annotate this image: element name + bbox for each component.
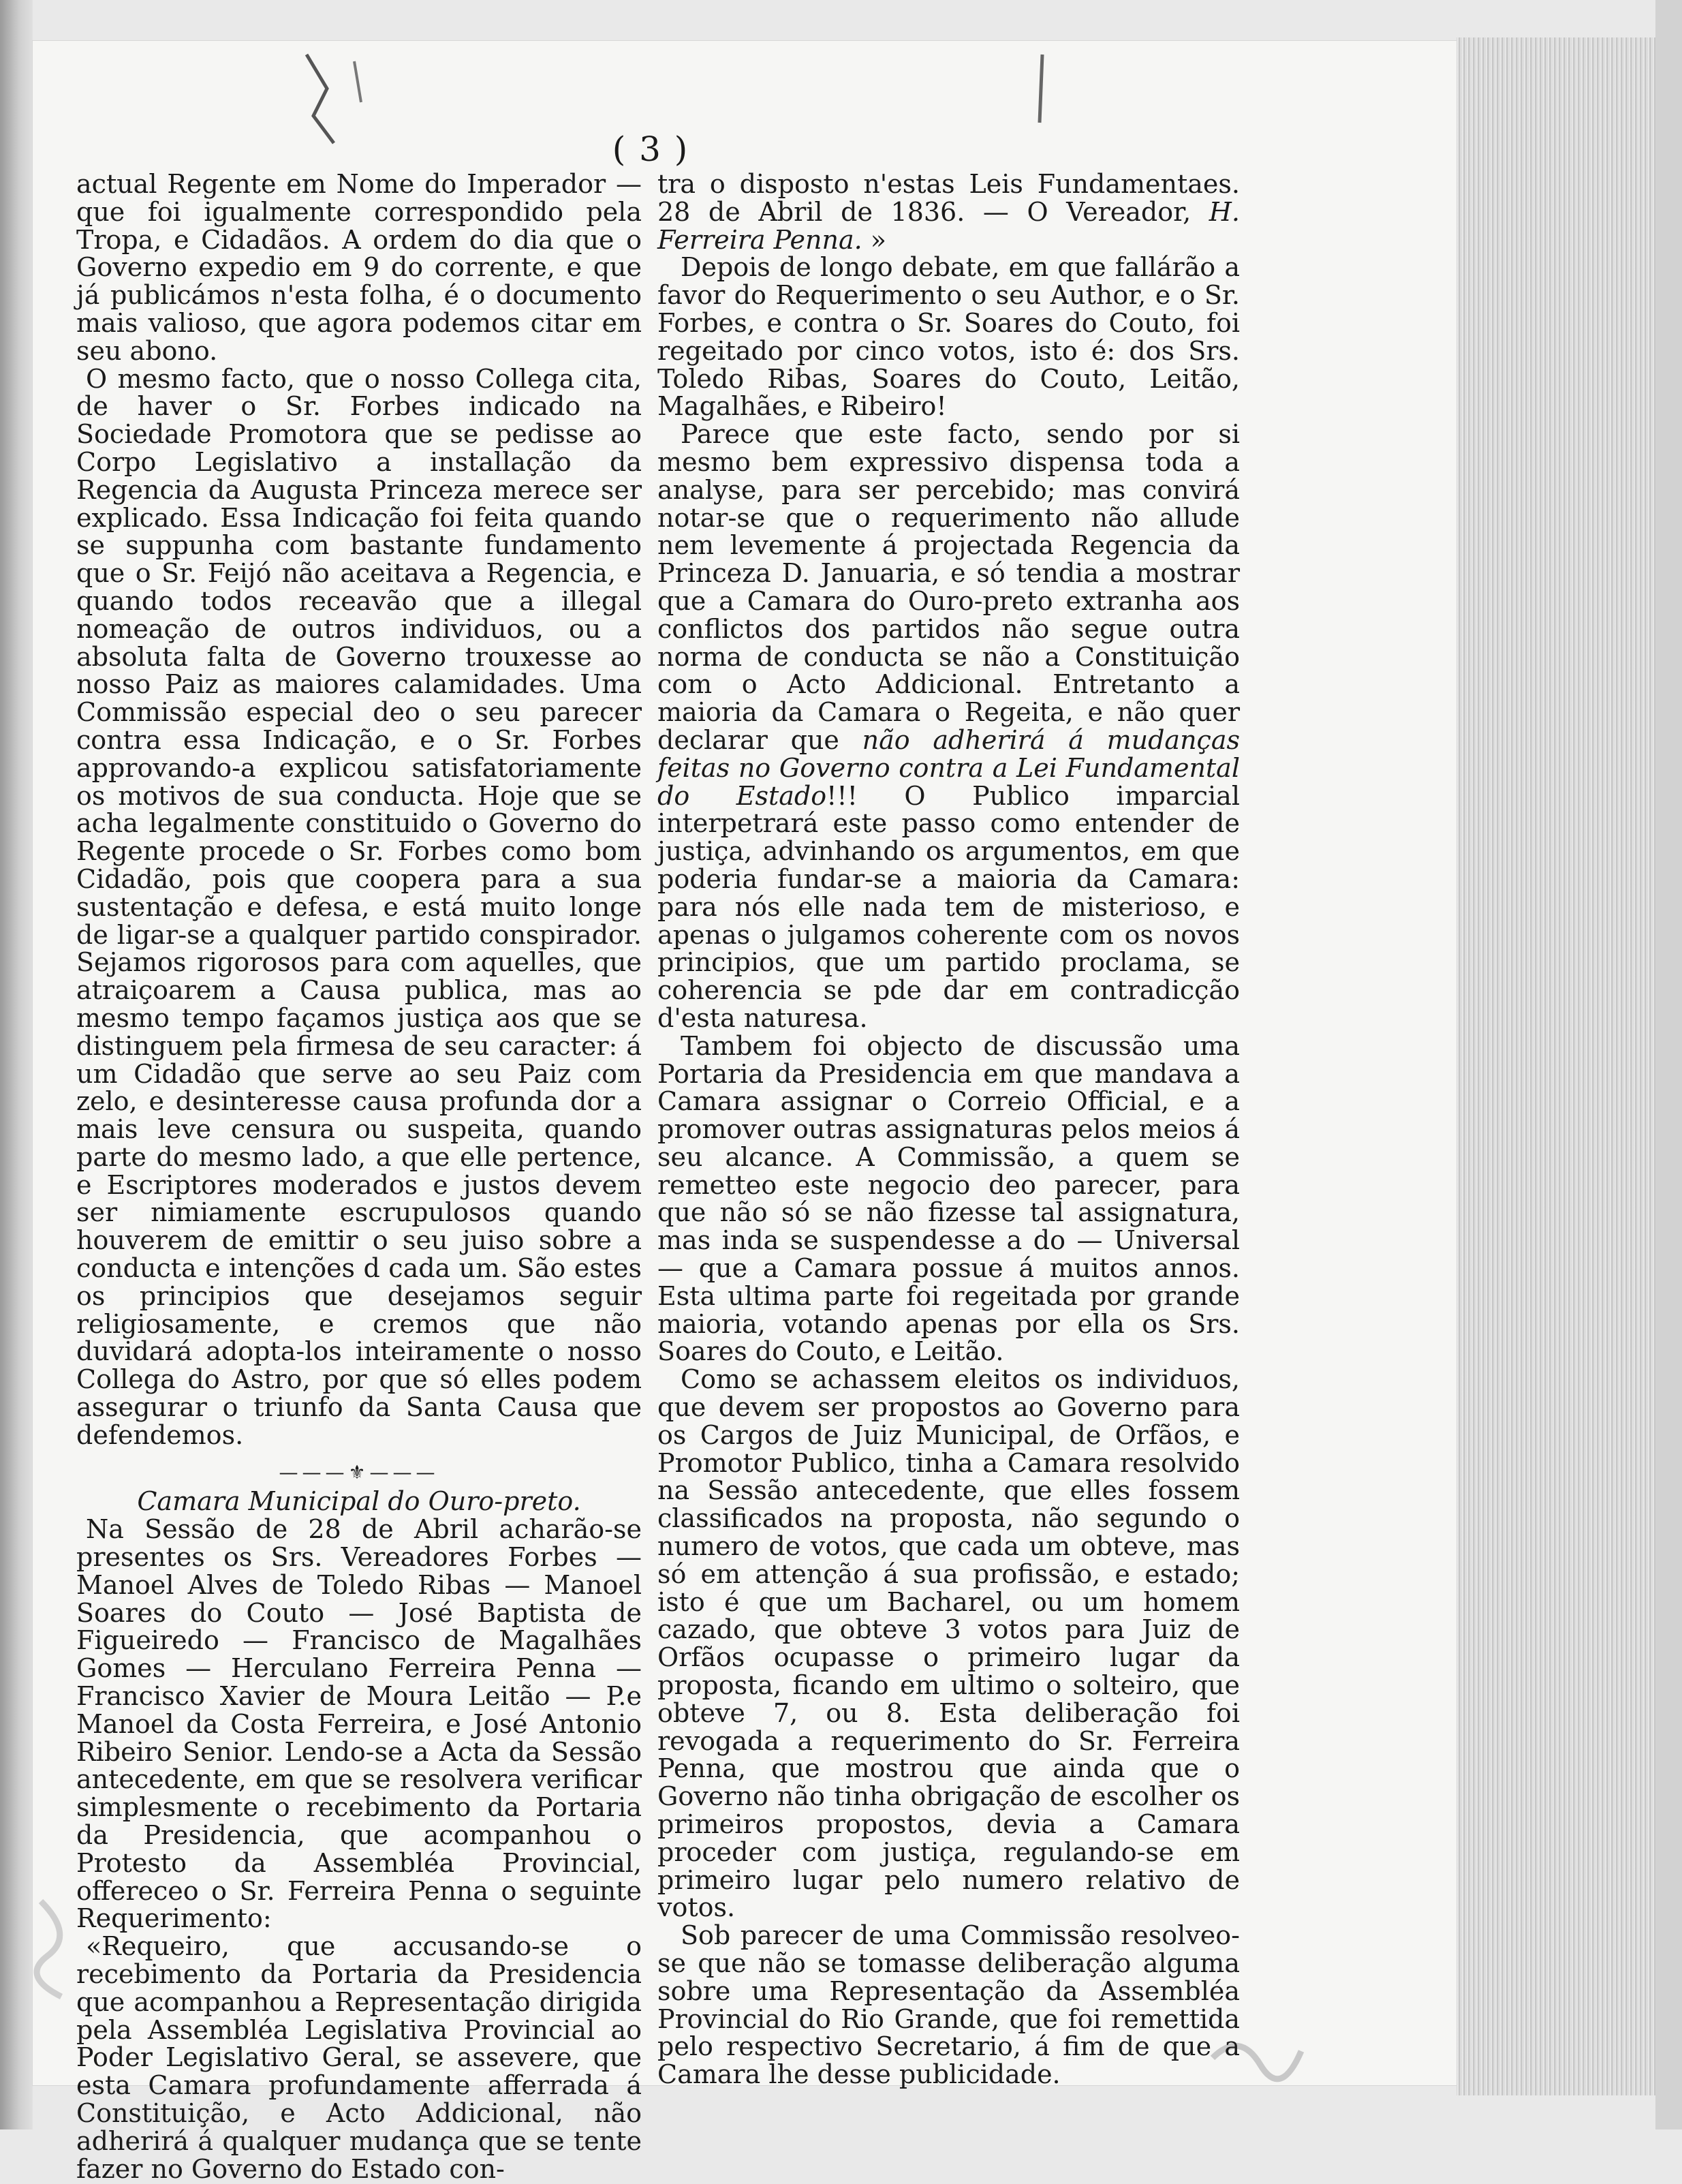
article-paragraph: Tambem foi objecto de discussão uma Portaria da Presidencia em que mandava a Camara assignar o Correio Official, e a promover outras assignaturas pelos meios á seu alcance. A Commissão, a quem se remetteo este negocio deo parecer, para que não só se não fizesse tal assignatura, mas inda se suspendesse a do — Universal — que a Camara possue á muitos annos. Esta ultima parte foi regeitada por grande maioria, votando apenas por ella os Srs. Soares do Couto, e Leitão. (657, 1030, 1240, 1367)
article-paragraph: Sob parecer de uma Commissão resolveo-se que não se tomasse deliberação alguma sobre uma Representação da Assembléa Provincial do Rio Grande, que foi remettida pelo respectivo Secretario, á fim de que a Camara lhe desse publicidade. (657, 1920, 1240, 2090)
requerimento-ending: tra o disposto n'estas Leis Fundamentaes. 28 de Abril de 1836. — O Vereador, (657, 169, 1240, 227)
ink-stain-top-right (1022, 48, 1063, 129)
left-column (76, 169, 642, 2184)
quoted-text: não adherirá á mudanças feitas no Governo contra a Lei Fundamental do Estado (657, 724, 1240, 811)
section-title: Camara Municipal do Ouro-preto. (137, 1486, 581, 1517)
section-ornament: ———⚜——— (279, 1460, 439, 1483)
article-paragraph: Como se achassem eleitos os individuos, que devem ser propostos ao Governo para os Cargos de Juiz Municipal, de Orfãos, e Promotor Publico, tinha a Camara resolvido na Sessão antecedente, que elles fossem classificados na proposta, não segundo o numero de votos, que cada um obteve, mas só em attenção á sua profissão, e estado; isto é que um Bacharel, ou um homem cazado, que obteve 3 votos para Juiz de Orfãos ocupasse o primeiro lugar da proposta, ficando em ultimo o solteiro, que obteve 7, ou 8. Esta deliberação foi revogada a requerimento do Sr. Ferreira Penna, que mostrou que ainda que o Governo não tinha obrigação de escolher os primeiros propostos, devia a Camara proceder com justiça, regulando-se em primeiro lugar pelo numero relativo de votos. (657, 1364, 1240, 1923)
page-number: ( 3 ) (612, 129, 689, 169)
signature: H. Ferreira Penna. (657, 196, 1240, 255)
article-paragraph: «Requeiro, que accusando-se o recebimento da Portaria da Presidencia que acompanhou a Representação dirigida pela Assembléa Legislativa Provincial ao Poder Legislativo Geral, se assevere, que esta Camara profundamente afferrada á Constituição, e Acto Addicional, não adherirá á qualquer mudança que se tente fazer no Governo do Estado con- (76, 1931, 642, 2184)
article-paragraph (657, 420, 1240, 1032)
book-cover-edge (1655, 0, 1682, 2129)
paragraph-text: !!! O Publico imparcial interpetrará este passo como entender de justiça, advinhando os argumentos, em que poderia fundar-se a maioria da Camara: para nós elle nada tem de misterioso, e apenas o julgamos coherente com os novos principios, que um partido proclama, se coherencia se pde dar em contradicção d'esta naturesa. (657, 780, 1240, 1033)
book-page-edges (1457, 37, 1681, 2095)
article-paragraph: Na Sessão de 28 de Abril acharão-se presentes os Srs. Vereadores Forbes — Manoel Alves de Toledo Ribas — Manoel Soares do Couto — José Baptista de Figueiredo — Francisco de Magalhães Gomes — Herculano Ferreira Penna — Francisco Xavier de Moura Leitão — P.e Manoel da Costa Ferreira, e José Antonio Ribeiro Senior. Lendo-se a Acta da Sessão antecedente, em que se resolvera verificar simplesmente o recebimento da Portaria da Presidencia, que acompanhou o Protesto da Assembléa Provincial, offereceo o Sr. Ferreira Penna o seguinte Requerimento: (76, 1514, 642, 1934)
article-paragraph: O mesmo facto, que o nosso Collega cita, de haver o Sr. Forbes indicado na Sociedade Promotora que se pedisse ao Corpo Legislativo a installação da Regencia da Augusta Princeza merece ser explicado. Essa Indicação foi feita quando se suppunha com bastante fundamento que o Sr. Feijó não aceitava a Regencia, e quando todos receavão que a illegal nomeação de outros individuos, ou a absoluta falta de Governo trouxesse ao nosso Paiz as maiores calamidades. Uma Commissão especial deo o seu parecer contra essa Indicação, e o Sr. Forbes approvando-a explicou satisfatoriamente os motivos de sua conducta. Hoje que se acha legalmente constituido o Governo do Regente procede o Sr. Forbes como bom Cidadão, pois que coopera para a sua sustentação e defesa, e está muito longe de ligar-se a qualquer partido conspirador. Sejamos rigorosos para com aquelles, que atraiçoarem a Causa publica, mas ao mesmo tempo façamos justiça aos que se distinguem pela firmesa de seu caracter: á um Cidadão que serve ao seu Paiz com zelo, e desinteresse causa profunda dor a mais leve censura ou suspeita, quando parte do mesmo lado, a que elle pertence, e Escriptores moderados e justos devem ser nimiamente escrupulosos quando houverem de emittir o seu juiso sobre a conducta e intenções d cada um. São estes os principios que desejamos seguir religiosamente, e cremos que não duvidará adopta-los inteiramente o nosso Collega do Astro, por que só elles podem assegurar o triunfo da Santa Causa que defendemos. (76, 363, 642, 1450)
paragraph-text: Parece que este facto, sendo por si mesmo bem expressivo dispensa toda a analyse, para ser percebido; mas convirá notar-se que o requerimento não allude nem levemente á projectada Regencia da Princeza D. Januaria, e só tendia a mostrar que a Camara do Ouro-preto extranha aos conflictos dos partidos não segue outra norma de conducta se não a Constituição com o Acto Addicional. Entretanto a maioria da Camara o Regeita, e não quer declarar que (657, 419, 1240, 755)
article-paragraph: Depois de longo debate, em que fallárão a favor do Requerimento o seu Author, e o Sr. Forbes, e contra o Sr. Soares do Couto, foi regeitado por cinco votos, isto é: dos Srs. Toledo Ribas, Soares do Couto, Leitão, Magalhães, e Ribeiro! (657, 252, 1240, 422)
article-paragraph: actual Regente em Nome do Imperador — que foi igualmente correspondido pela Tropa, e Cidadãos. A ordem do dia que o Governo expedio em 9 do corrente, e que já publicámos n'esta folha, é o documento mais valioso, que agora podemos citar em seu abono. (76, 169, 642, 366)
closing-quote: » (862, 224, 887, 255)
facing-page-edge (0, 0, 33, 2129)
article-paragraph (657, 170, 1240, 253)
ink-stain-top (286, 41, 395, 150)
right-column (657, 169, 1240, 2090)
